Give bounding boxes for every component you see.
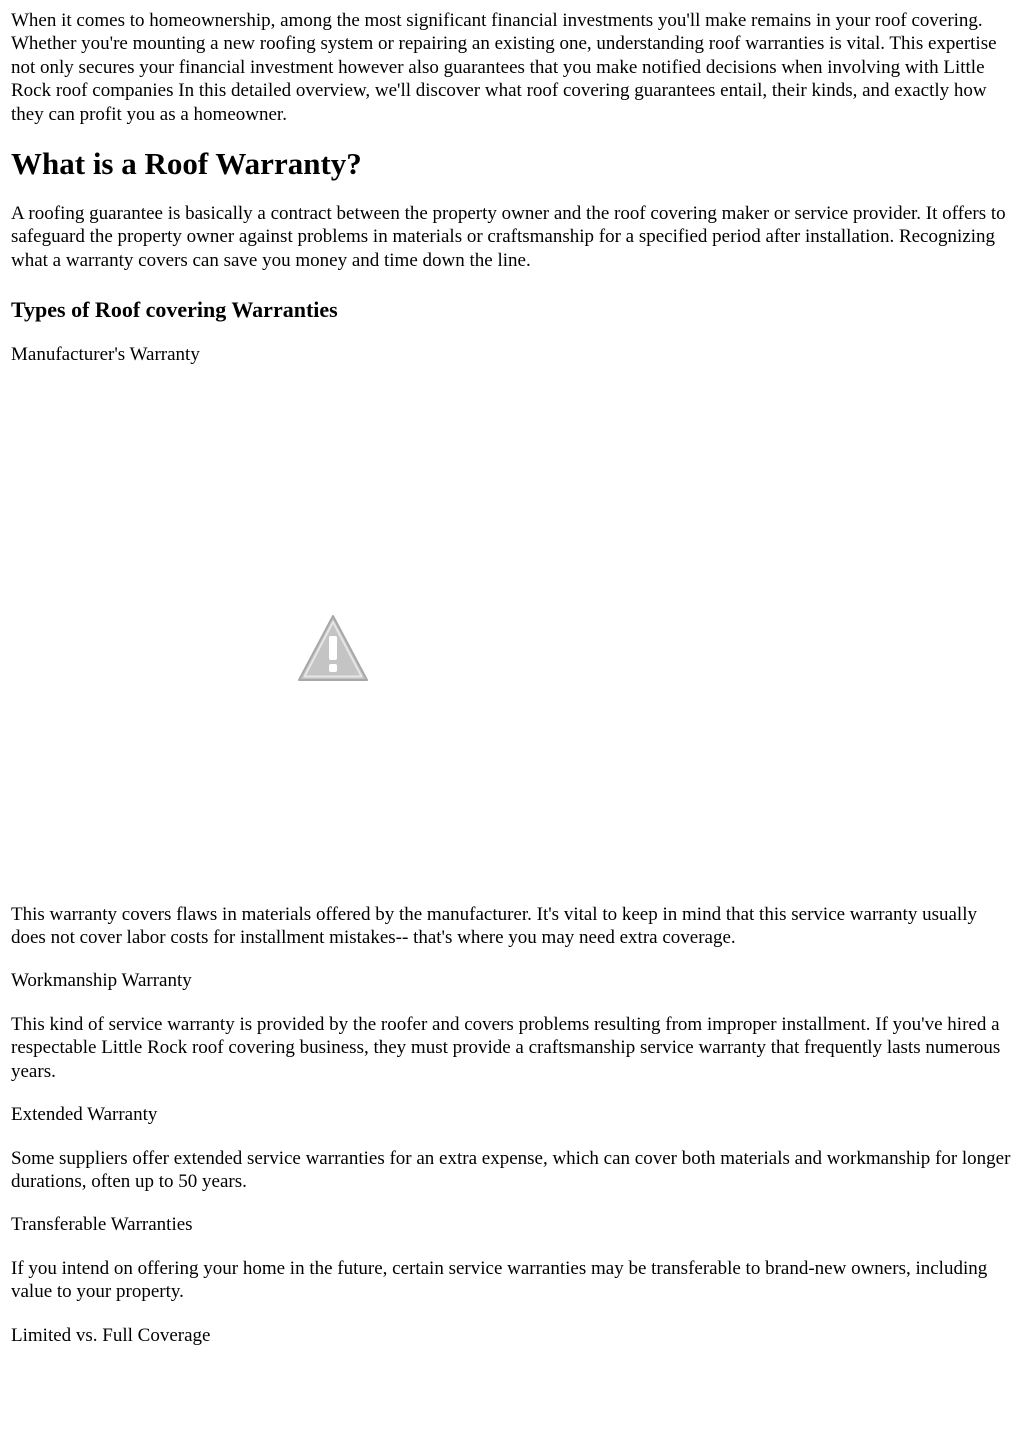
extended-warranty-text: Some suppliers offer extended service warranties for an extra expense, which can cover both materials and workmanship for longer durations, often up to 50 years.: [11, 1147, 1011, 1192]
limited-vs-full-label: Limited vs. Full Coverage: [11, 1324, 211, 1346]
section-heading: Types of Roof covering Warranties: [11, 297, 338, 323]
manufacturer-warranty-label: Manufacturer's Warranty: [11, 344, 200, 366]
workmanship-warranty-label: Workmanship Warranty: [11, 970, 192, 992]
broken-image: [11, 382, 1011, 888]
transferable-warranty-label: Transferable Warranties: [11, 1214, 193, 1236]
definition-paragraph: A roofing guarantee is basically a contract between the property owner and the roof covering maker or service provider. It offers to safeguard the property owner against problems in materials or craftsmanship for a specified period after installation. Recognizing what a warranty covers can save you money and time down the line.: [11, 203, 1006, 271]
workmanship-warranty-text: This kind of service warranty is provided by the roofer and covers problems resulting from improper installment. If you've hired a respectable Little Rock roof covering business, they must provide a craftsmanship service warranty that frequently lasts numerous years.: [11, 1013, 1001, 1082]
transferable-warranty-text: If you intend on offering your home in the future, certain service warranties may be transferable to brand-new owners, including value to your property.: [11, 1257, 988, 1303]
broken-image-warning-icon: [297, 612, 369, 684]
intro-paragraph: When it comes to homeownership, among the most significant financial investments you'll make remains in your roof covering. Whether you're mounting a new roofing system or repairing an existing one, understanding roof warranties is vital. This expertise not only secures your financial investment however also guarantees that you make notified decisions when involving with Little Rock roof companies In this detailed overview, we'll discover what roof covering guarantees entail, their kinds, and exactly how they can profit you as a homeowner.: [11, 10, 997, 125]
manufacturer-warranty-text: This warranty covers flaws in materials offered by the manufacturer. It's vital to keep in mind that this service warranty usually does not cover labor costs for installment mistakes-- that's where you may need extra coverage.: [11, 903, 977, 949]
page-heading: What is a Roof Warranty?: [11, 146, 362, 182]
extended-warranty-label: Extended Warranty: [11, 1104, 158, 1126]
